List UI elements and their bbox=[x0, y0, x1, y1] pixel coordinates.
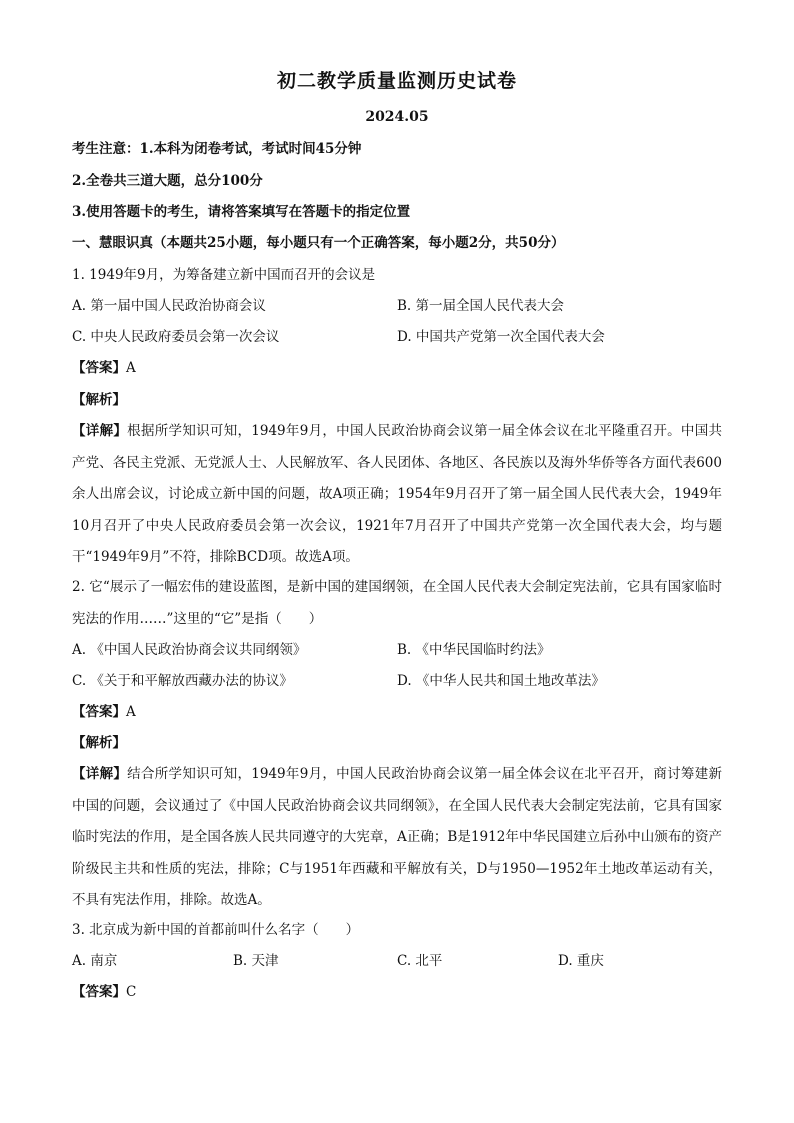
q2-option-b: B. 《中华民国临时约法》 bbox=[397, 642, 551, 658]
q1-option-d: D. 中国共产党第一次全国代表大会 bbox=[397, 329, 605, 345]
page-title: 初二教学质量监测历史试卷 bbox=[276, 70, 517, 92]
q1-answer-line bbox=[72, 358, 732, 378]
note-1: 考生注意：1.本科为闭卷考试，考试时间45分钟 bbox=[72, 141, 362, 157]
q3-option-b: B. 天津 bbox=[233, 953, 279, 969]
answer-label: 【答案】 bbox=[72, 360, 126, 376]
q3-option-c: C. 北平 bbox=[397, 953, 443, 969]
q2-option-d: D. 《中华人民共和国土地改革法》 bbox=[397, 673, 605, 689]
q2-detail-text: 结合所学知识可知，1949年9月，中国人民政治协商会议第一届全体会议在北平召开，商讨筹建新中国的问题，会议通过了《中国人民政治协商会议共同纲领》，在全国人民代表大会制定宪法前，它具有国家临时宪法的作用，是全国各族人民共同遵守的大宪章，A正确；B是1912年中华民国建立后孙中山颁布的资产阶级民主共和性质的宪法，排除；C与1951年西藏和平解放有关，D与1950—1952年土地改革运动有关，不具有宪法作用，排除。故选A。 bbox=[72, 766, 723, 908]
q3-answer-line bbox=[72, 982, 732, 1002]
q2-detail bbox=[72, 759, 722, 917]
detail-label: 【详解】 bbox=[72, 766, 128, 782]
answer-label: 【答案】 bbox=[72, 984, 126, 1000]
q1-analysis-label bbox=[72, 390, 732, 410]
q2-option-c: C. 《关于和平解放西藏办法的协议》 bbox=[72, 673, 293, 689]
q3-stem: 3. 北京成为新中国的首都前叫什么名字（ ） bbox=[72, 922, 360, 938]
q1-option-b: B. 第一届全国人民代表大会 bbox=[397, 298, 565, 314]
q2-answer: A bbox=[126, 704, 136, 720]
q3-option-a: A. 南京 bbox=[72, 953, 118, 969]
q2-answer-line bbox=[72, 702, 732, 722]
q2-option-a: A. 《中国人民政治协商会议共同纲领》 bbox=[72, 642, 307, 658]
q3-option-d: D. 重庆 bbox=[558, 953, 604, 969]
q1-option-c: C. 中央人民政府委员会第一次会议 bbox=[72, 329, 280, 345]
q2-stem: 2. 它“展示了一幅宏伟的建设蓝图，是新中国的建国纲领，在全国人民代表大会制定宪法前，它具有国家临时宪法的作用……”这里的“它”是指（ ） bbox=[72, 579, 722, 627]
q1-detail bbox=[72, 416, 722, 574]
exam-date: 2024.05 bbox=[365, 109, 429, 125]
detail-label: 【详解】 bbox=[72, 423, 128, 439]
analysis-label: 【解析】 bbox=[72, 735, 126, 751]
answer-label: 【答案】 bbox=[72, 704, 126, 720]
analysis-label: 【解析】 bbox=[72, 392, 126, 408]
q1-detail-text: 根据所学知识可知，1949年9月，中国人民政治协商会议第一届全体会议在北平隆重召开。中国共产党、各民主党派、无党派人士、人民解放军、各人民团体、各地区、各民族以及海外华侨等各方面代表600余人出席会议，讨论成立新中国的问题，故A项正确；1954年9月召开了第一届全国人民代表大会，1949年10月召开了中央人民政府委员会第一次会议，1921年7月召开了中国共产党第一次全国代表大会，均与题干“1949年9月”不符，排除BCD项。故选A项。 bbox=[72, 423, 723, 565]
section-heading: 一、慧眼识真（本题共25小题，每小题只有一个正确答案，每小题2分，共50分） bbox=[72, 235, 565, 251]
note-2: 2.全卷共三道大题，总分100分 bbox=[72, 173, 263, 189]
q2-analysis-label bbox=[72, 733, 732, 753]
q3-answer: C bbox=[126, 984, 137, 1000]
note-3: 3.使用答题卡的考生，请将答案填写在答题卡的指定位置 bbox=[72, 204, 411, 220]
q1-option-a: A. 第一届中国人民政治协商会议 bbox=[72, 298, 266, 314]
q1-stem: 1. 1949年9月，为筹备建立新中国而召开的会议是 bbox=[72, 267, 376, 283]
q1-answer: A bbox=[126, 360, 136, 376]
